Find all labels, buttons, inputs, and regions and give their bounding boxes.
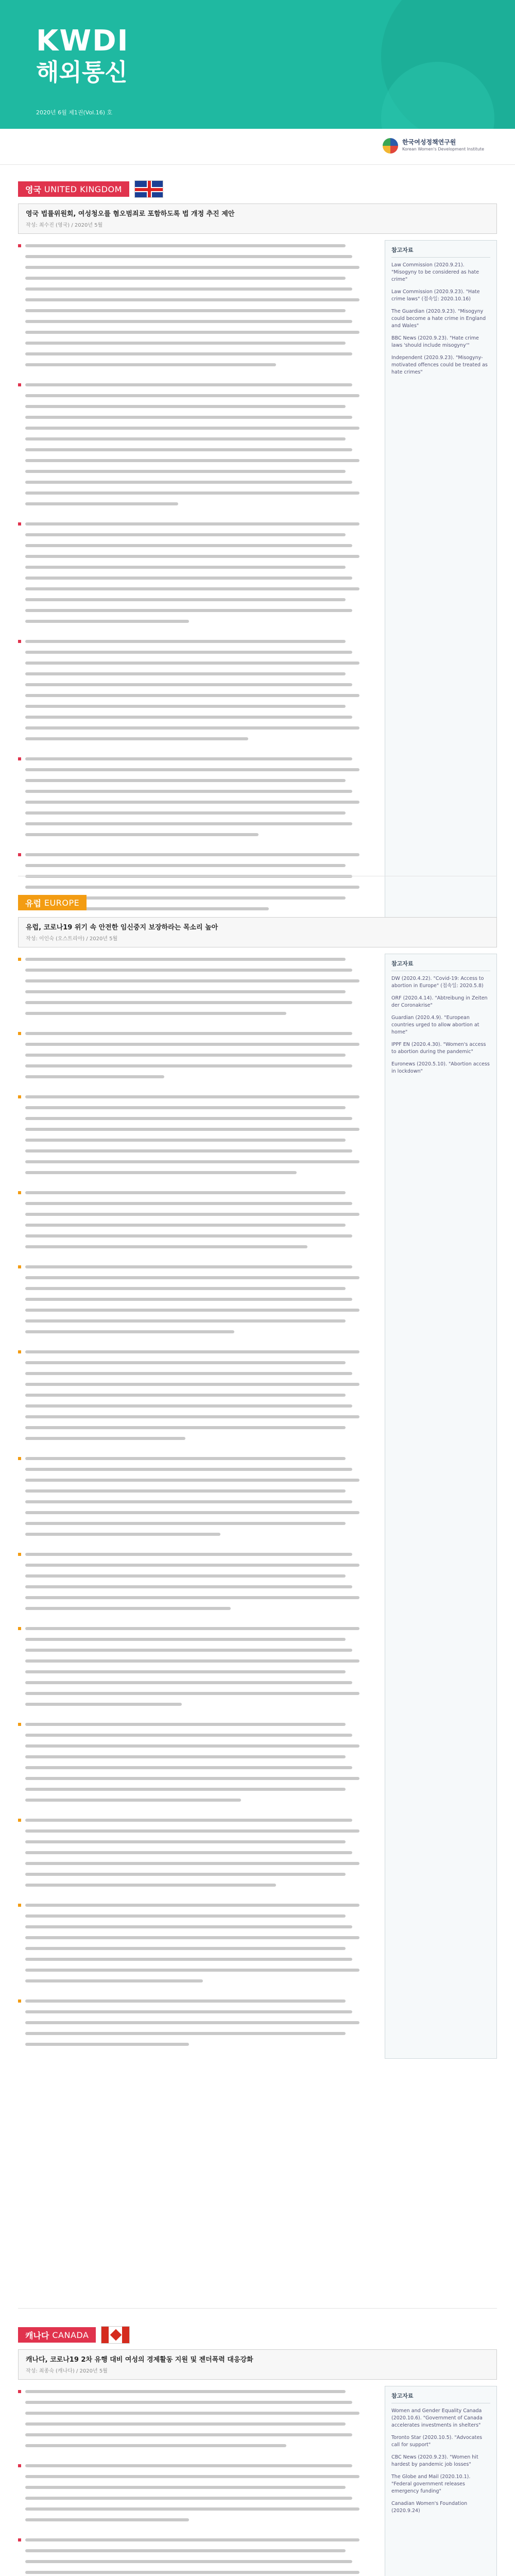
paragraph bbox=[18, 2460, 373, 2525]
reference-item[interactable]: DW (2020.4.22). "Covid-19: Access to abortion in Europe" (접속일: 2020.5.8) bbox=[391, 976, 484, 989]
references-panel bbox=[385, 240, 497, 923]
paragraph bbox=[18, 1549, 373, 1614]
section-europe bbox=[18, 891, 497, 2059]
reference-item[interactable]: Euronews (2020.5.10). "Abortion access in lockdown" bbox=[391, 1061, 490, 1074]
references-panel bbox=[385, 2386, 497, 2576]
article-body bbox=[18, 240, 373, 923]
paragraph bbox=[18, 240, 373, 370]
paragraph bbox=[18, 2534, 373, 2576]
paragraph bbox=[18, 753, 373, 840]
article-title: 캐나다, 코로나19 2차 유행 대비 여성의 경제활동 지원 및 젠더폭력 대응강화 bbox=[26, 2356, 253, 2364]
references-title: 참고자료 bbox=[391, 246, 490, 258]
reference-item[interactable]: Independent (2020.9.23). "Misogyny-motivated offences could be treated as hate crimes" bbox=[391, 355, 488, 375]
paragraph bbox=[18, 1815, 373, 1890]
institute-logo bbox=[383, 138, 484, 154]
reference-item[interactable]: Guardian (2020.4.9). "European countries urged to allow abortion at home" bbox=[391, 1015, 479, 1035]
logo-bar bbox=[0, 129, 515, 165]
paragraph bbox=[18, 379, 373, 509]
section-canada bbox=[18, 2324, 497, 2576]
reference-item[interactable]: The Globe and Mail (2020.10.1). "Federal government releases emergency funding" bbox=[391, 2474, 471, 2494]
reference-item[interactable]: Toronto Star (2020.10.5). "Advocates call for support" bbox=[391, 2435, 483, 2448]
article-body bbox=[18, 2386, 373, 2576]
brand-subtitle: 해외통신 bbox=[36, 58, 128, 86]
uk-flag-icon bbox=[134, 180, 163, 198]
reference-item[interactable]: ORF (2020.4.14). "Abtreibung in Zeiten der Coronakrise" bbox=[391, 995, 488, 1008]
paragraph bbox=[18, 1719, 373, 1805]
reference-item[interactable]: IPPF EN (2020.4.30). "Women's access to abortion during the pandemic" bbox=[391, 1042, 486, 1055]
paragraph bbox=[18, 954, 373, 1019]
canada-flag-icon bbox=[101, 2326, 130, 2344]
paragraph bbox=[18, 2386, 373, 2451]
institute-name: 한국여성정책연구원 bbox=[402, 139, 456, 146]
paragraph bbox=[18, 1900, 373, 1986]
article-byline: 작성: 최종숙 (캐나다) / 2020년 5월 bbox=[26, 2368, 108, 2374]
paragraph bbox=[18, 1187, 373, 1252]
article-byline: 작성: 최수진 (영국) / 2020년 5월 bbox=[26, 223, 103, 228]
paragraph bbox=[18, 1623, 373, 1709]
reference-item[interactable]: Canadian Women's Foundation (2020.9.24) bbox=[391, 2501, 468, 2514]
brand-title: KWDI bbox=[36, 24, 129, 58]
references-title: 참고자료 bbox=[391, 2392, 490, 2403]
paragraph bbox=[18, 1261, 373, 1337]
reference-item[interactable]: BBC News (2020.9.23). "Hate crime laws 'should include misogyny'" bbox=[391, 335, 479, 348]
section-tag: 캐나다 CANADA bbox=[18, 2327, 96, 2343]
article-title-box bbox=[18, 2349, 497, 2380]
paragraph bbox=[18, 1028, 373, 1082]
issue-info: 2020년 6월 제1권(Vol.16) 호 bbox=[36, 109, 113, 116]
paragraph bbox=[18, 1995, 373, 2049]
institute-emblem-icon bbox=[383, 138, 398, 154]
article-title: 영국 법률위원회, 여성청오를 혐오범죄로 포함하도록 법 개정 추진 제안 bbox=[26, 210, 235, 218]
references-title: 참고자료 bbox=[391, 959, 490, 971]
reference-item[interactable]: The Guardian (2020.9.23). "Misogyny could become a hate crime in England and Wales" bbox=[391, 309, 486, 329]
article-title-box bbox=[18, 917, 497, 947]
reference-item[interactable]: CBC News (2020.9.23). "Women hit hardest by pandemic job losses" bbox=[391, 2454, 478, 2467]
paragraph bbox=[18, 1453, 373, 1539]
paragraph bbox=[18, 636, 373, 744]
hero-banner bbox=[0, 0, 515, 129]
decorative-circles bbox=[345, 0, 515, 129]
paragraph bbox=[18, 1346, 373, 1444]
paragraph bbox=[18, 518, 373, 626]
paragraph bbox=[18, 1091, 373, 1178]
section-divider bbox=[18, 2308, 497, 2309]
section-tag: 영국 UNITED KINGDOM bbox=[18, 181, 129, 197]
article-body bbox=[18, 954, 373, 2059]
reference-item[interactable]: Law Commission (2020.9.23). "Hate crime laws" (접속일: 2020.10.16) bbox=[391, 289, 480, 302]
section-uk bbox=[18, 178, 497, 923]
article-title: 유럽, 코로나19 위기 속 안전한 임신중지 보장하라는 목소리 높아 bbox=[26, 924, 218, 931]
article-byline: 작성: 이인숙 (오스트리아) / 2020년 5월 bbox=[26, 936, 118, 942]
section-tag: 유럽 EUROPE bbox=[18, 895, 87, 910]
reference-item[interactable]: Women and Gender Equality Canada (2020.10.6). "Government of Canada accelerates investments in shelters" bbox=[391, 2408, 483, 2428]
article-title-box bbox=[18, 204, 497, 234]
reference-item[interactable]: Law Commission (2020.9.21). "Misogyny to be considered as hate crime" bbox=[391, 262, 479, 282]
references-panel bbox=[385, 954, 497, 2059]
institute-name-en: Korean Women's Development Institute bbox=[402, 147, 484, 151]
